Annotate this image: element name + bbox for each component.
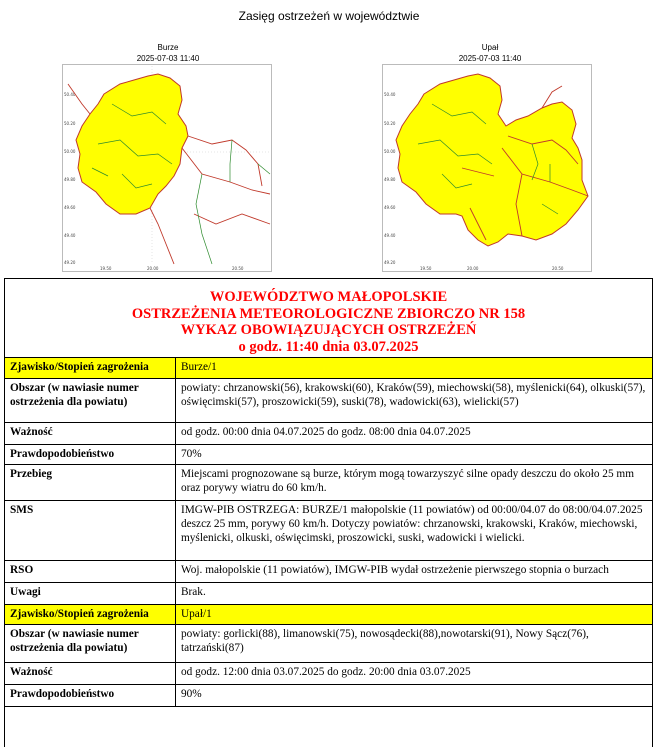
row-value: Brak.	[176, 582, 653, 604]
header-time: o godz. 11:40 dnia 03.07.2025	[238, 338, 419, 355]
x-tick-label: 19.50	[420, 266, 432, 271]
row-phenomenon	[5, 604, 652, 624]
row-area	[5, 378, 652, 422]
row-phenomenon	[5, 358, 652, 378]
y-tick-label: 49.20	[384, 260, 396, 265]
row-label: RSO	[5, 560, 176, 582]
row-sms	[5, 500, 652, 560]
x-tick-label: 20.00	[467, 266, 479, 271]
x-tick-label: 20.00	[147, 266, 159, 271]
x-tick-label: 20.50	[232, 266, 244, 271]
row-label: Przebieg	[5, 464, 176, 500]
y-tick-label: 50.40	[384, 92, 396, 97]
row-label: Uwagi	[5, 582, 176, 604]
row-label: Zjawisko/Stopień zagrożenia	[5, 604, 176, 624]
y-tick-label: 50.20	[384, 121, 396, 126]
document-header	[5, 279, 652, 358]
warnings-document	[4, 278, 653, 747]
y-tick-label: 49.20	[64, 260, 76, 265]
row-area	[5, 624, 652, 662]
y-tick-label: 49.80	[384, 177, 396, 182]
x-tick-label: 20.50	[552, 266, 564, 271]
y-tick-label: 50.00	[384, 149, 396, 154]
header-bulletin: OSTRZEŻENIA METEOROLOGICZNE ZBIORCZO NR 158	[131, 305, 526, 322]
row-value: od godz. 12:00 dnia 03.07.2025 do godz. 20:00 dnia 03.07.2025	[176, 662, 653, 684]
row-label: Zjawisko/Stopień zagrożenia	[5, 358, 176, 378]
row-value: Miejscami prognozowane są burze, którym mogą towarzyszyć silne opady deszczu do około 25 mm oraz porywy wiatru do 60 km/h.	[176, 464, 653, 500]
map-caption-heat	[420, 42, 560, 64]
row-value: Burze/1	[176, 358, 653, 378]
y-tick-label: 49.40	[384, 233, 396, 238]
page-title: Zasięg ostrzeżeń w województwie	[238, 9, 420, 23]
y-tick-label: 50.20	[64, 121, 76, 126]
row-rso	[5, 560, 652, 582]
row-value: 70%	[176, 444, 653, 464]
y-tick-label: 49.40	[64, 233, 76, 238]
map-title: Upał	[481, 43, 499, 52]
header-list-title: WYKAZ OBOWIĄZUJĄCYCH OSTRZEŻEŃ	[180, 322, 477, 338]
row-value: Woj. małopolskie (11 powiatów), IMGW-PIB wydał ostrzeżenie pierwszego stopnia o burzach	[176, 560, 653, 582]
x-tick-label: 19.50	[100, 266, 112, 271]
row-value: Upał/1	[176, 604, 653, 624]
map-timestamp: 2025-07-03 11:40	[458, 54, 522, 63]
row-course	[5, 464, 652, 500]
warnings-table	[5, 358, 652, 707]
row-label: Ważność	[5, 422, 176, 444]
row-label: Obszar (w nawiasie numer ostrzeżenia dla powiatu)	[5, 624, 176, 662]
row-value: IMGW-PIB OSTRZEGA: BURZE/1 małopolskie (11 powiatów) od 00:00/04.07 do 08:00/04.07.2025 deszcz 25 mm, porywy 60 km/h. Dotyczy powiatów: chrzanowski, krakowski, Kraków, miechowski, myślenicki, olkuski, oświęcimski, proszowicki, suski, wadowicki i wielicki.	[176, 500, 653, 560]
map-caption-storms	[98, 42, 238, 64]
row-value: powiaty: chrzanowski(56), krakowski(60), Kraków(59), miechowski(58), myślenicki(64), olkuski(57), oświęcimski(57), proszowicki(59), suski(78), wadowicki(63), wielicki(57)	[176, 378, 653, 422]
header-region: WOJEWÓDZTWO MAŁOPOLSKIE	[209, 289, 448, 305]
row-label: Ważność	[5, 662, 176, 684]
row-label: Prawdopodobieństwo	[5, 684, 176, 706]
y-tick-label: 49.80	[64, 177, 76, 182]
row-notes	[5, 582, 652, 604]
row-label: SMS	[5, 500, 176, 560]
map-heat	[382, 64, 592, 272]
row-probability	[5, 684, 652, 706]
y-tick-label: 49.60	[64, 205, 76, 210]
row-label: Obszar (w nawiasie numer ostrzeżenia dla powiatu)	[5, 378, 176, 422]
map-timestamp: 2025-07-03 11:40	[136, 54, 200, 63]
row-value: powiaty: gorlicki(88), limanowski(75), nowosądecki(88),nowotarski(91), Nowy Sącz(76), tatrzański(87)	[176, 624, 653, 662]
row-validity	[5, 662, 652, 684]
map-title: Burze	[157, 43, 179, 52]
y-tick-label: 50.00	[64, 149, 76, 154]
row-value: 90%	[176, 684, 653, 706]
map-storms	[62, 64, 272, 272]
y-tick-label: 49.60	[384, 205, 396, 210]
row-label: Prawdopodobieństwo	[5, 444, 176, 464]
row-probability	[5, 444, 652, 464]
row-value: od godz. 00:00 dnia 04.07.2025 do godz. 08:00 dnia 04.07.2025	[176, 422, 653, 444]
y-tick-label: 50.40	[64, 92, 76, 97]
row-validity	[5, 422, 652, 444]
